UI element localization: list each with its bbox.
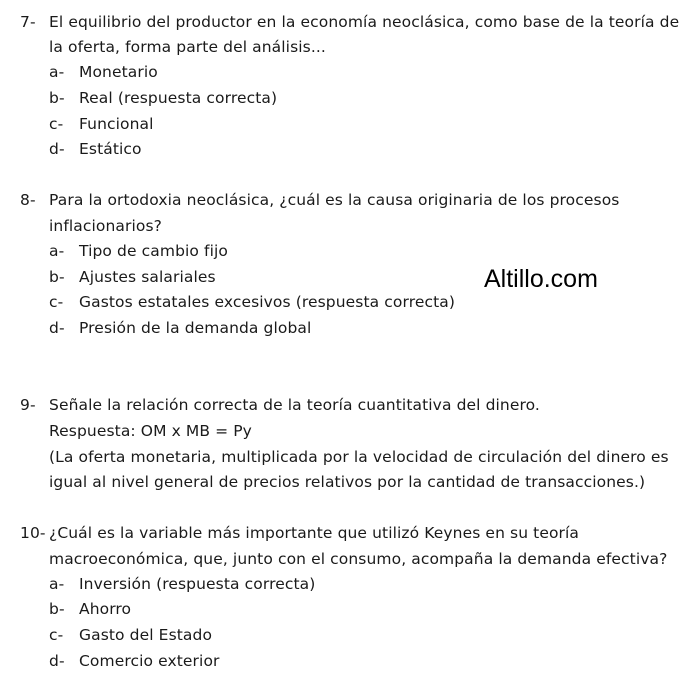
option-text: Tipo de cambio fijo <box>79 242 228 260</box>
option-letter: b- <box>49 89 65 107</box>
explanation-line: (La oferta monetaria, multiplicada por la velocidad de circulación del dinero es <box>49 448 669 466</box>
option-letter: a- <box>49 63 65 81</box>
option-letter: d- <box>49 652 65 670</box>
answer-line: Respuesta: OM x MB = Py <box>49 422 252 440</box>
watermark-text: Altillo.com <box>484 265 598 293</box>
option-text: Estático <box>79 140 142 158</box>
question-number: 8- <box>20 191 36 209</box>
question-text-line: Para la ortodoxia neoclásica, ¿cuál es la causa originaria de los procesos <box>49 191 620 209</box>
question-text-line: El equilibrio del productor en la economía neoclásica, como base de la teoría de <box>49 13 680 31</box>
option-text: Ajustes salariales <box>79 268 216 286</box>
option-letter: c- <box>49 626 64 644</box>
question-text-line: inflacionarios? <box>49 217 162 235</box>
option-letter: d- <box>49 140 65 158</box>
option-letter: c- <box>49 293 64 311</box>
option-letter: b- <box>49 600 65 618</box>
explanation-line: igual al nivel general de precios relativos por la cantidad de transacciones.) <box>49 473 646 491</box>
option-text: Monetario <box>79 63 158 81</box>
question-number: 10- <box>20 524 46 542</box>
option-text: Gasto del Estado <box>79 626 213 644</box>
option-text: Gastos estatales excesivos (respuesta correcta) <box>79 293 456 311</box>
question-text-line: macroeconómica, que, junto con el consumo, acompaña la demanda efectiva? <box>49 550 668 568</box>
option-letter: b- <box>49 268 65 286</box>
option-letter: a- <box>49 242 65 260</box>
option-text: Comercio exterior <box>79 652 220 670</box>
option-text: Inversión (respuesta correcta) <box>79 575 316 593</box>
question-text-line: Señale la relación correcta de la teoría cuantitativa del dinero. <box>49 396 540 414</box>
question-text-line: la oferta, forma parte del análisis... <box>49 38 326 56</box>
option-text: Funcional <box>79 115 154 133</box>
question-text-line: ¿Cuál es la variable más importante que utilizó Keynes en su teoría <box>49 524 580 542</box>
question-number: 9- <box>20 396 36 414</box>
question-number: 7- <box>20 13 36 31</box>
option-text: Presión de la demanda global <box>79 319 312 337</box>
option-letter: c- <box>49 115 64 133</box>
option-text: Ahorro <box>79 600 132 618</box>
option-letter: d- <box>49 319 65 337</box>
option-text: Real (respuesta correcta) <box>79 89 278 107</box>
option-letter: a- <box>49 575 65 593</box>
